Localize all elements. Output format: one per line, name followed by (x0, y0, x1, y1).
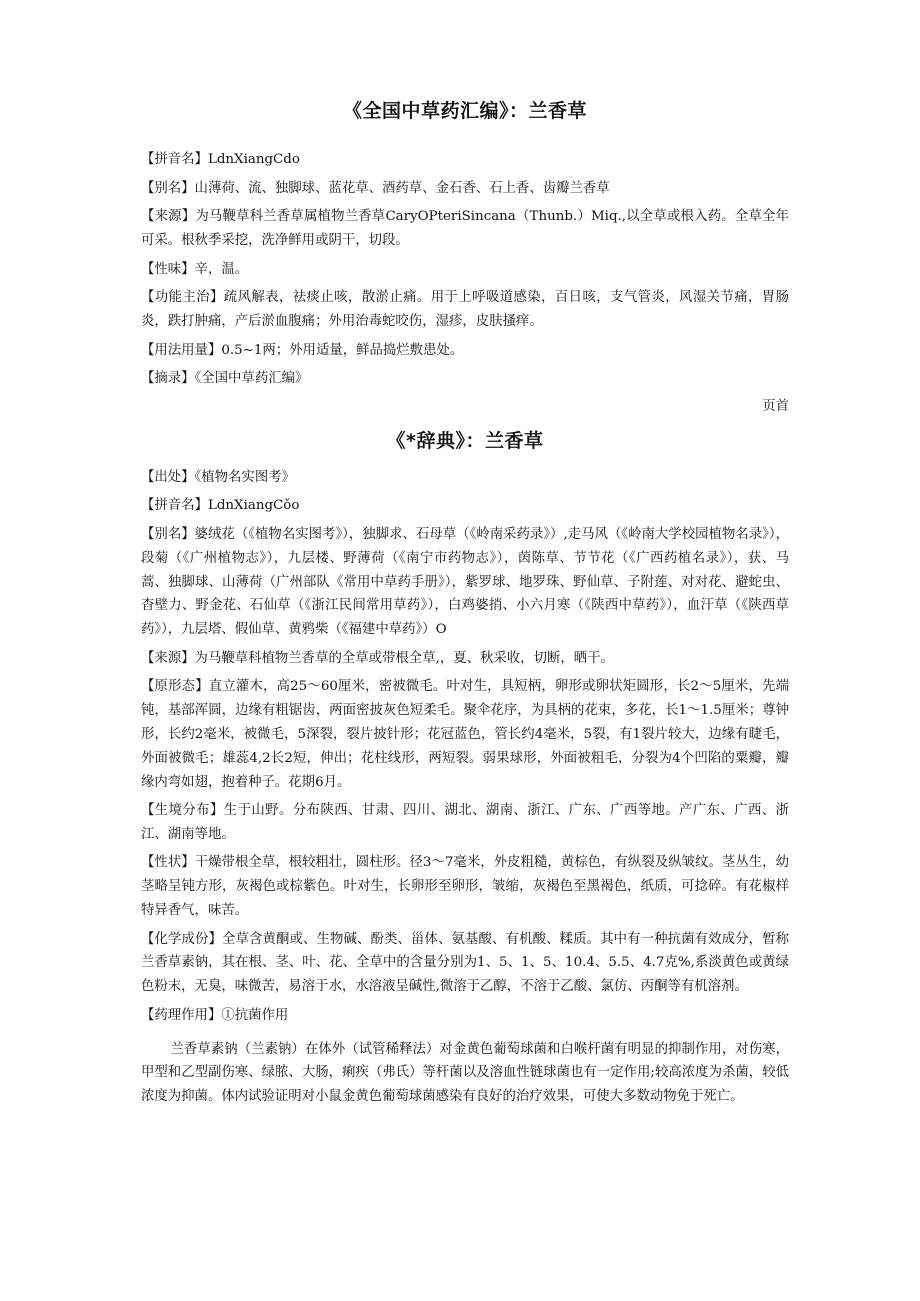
section1-function: 【功能主治】疏风解表，祛痰止咳，散淤止痛。用于上呼吸道感染，百日咳，支气管炎，风湿关节痛，胃肠炎，跌打肿痛，产后淤血腹痛；外用治毒蛇咬伤，湿疹，皮肤搔痒。 (141, 290, 789, 329)
section2-source: 【来源】为马鞭草科植物兰香草的全草或带根全草,，夏、秋采收，切断，晒干。 (141, 650, 614, 666)
section2-title: 《*辞典》：兰香草 (386, 429, 544, 452)
section2-morphology: 【原形态】直立灌木，高25～60厘米，密被微毛。叶对生，具短柄，卵形或卵状矩圆形，长2～5厘米，先端钝，基部浑圆，边缘有粗锯齿，两面密披灰色短柔毛。聚伞花序，为具柄的花束，多花，长1～1.5厘米；尊钟形，长约2毫米，被微毛，5深裂，裂片披针形；花冠蓝色，管长约4毫米，5裂，有1裂片较大，边缘有睫毛，外面被微毛；雄蕊4,2长2短，伸出；花柱线形，两短裂。弱果球形，外面被粗毛，分裂为4个凹陷的粟瓣，瓣缘内弯如翅，抱着种子。花期6月。 (141, 679, 789, 790)
section2-properties: 【性状】干燥带根全草，根较粗壮，圆柱形。径3～7毫米，外皮粗糙，黄棕色，有纵裂及纵皱纹。茎丛生，幼茎略呈钝方形，灰褐色或棕紫色。叶对生，长卵形至卵形，皱缩，灰褐色至黑褐色，纸质，可捻碎。有花椒样特异香气，味苦。 (141, 855, 789, 919)
section2-pharmacology-text: 兰香草素钠（兰素钠）在体外（试管稀释法）对金黄色葡萄球菌和白喉杆菌有明显的抑制作用，对伤寒，甲型和乙型副伤寒、绿脓、大肠，痢疾（弗氏）等杆菌以及溶血性链球菌也有一定作用;较高浓度为杀菌，较低浓度为抑菌。体内试验证明对小鼠金黄色葡萄球菌感染有良好的治疗效果，可使大多数动物免于死亡。 (141, 1041, 789, 1105)
document-page (141, 96, 789, 1114)
section2-pharmacology: 【药理作用】①抗菌作用 (141, 1007, 289, 1023)
section2-pinyin: 【拼音名】LdnXiangCǒo (141, 498, 300, 514)
section1-alias: 【别名】山薄荷、流、独脚球、蓝花草、酒药草、金石香、石上香、齿瓣兰香草 (141, 180, 610, 196)
section2-chemistry: 【化学成份】全草含黄酮或、生物碱、酚类、甾体、氨基酸、有机酸、糅质。其中有一种抗菌有效成分，暂称兰香草素钠，其在根、茎、叶、花、全草中的含量分别为1、5、1、5、10.4、5.5、4.7克%,系淡黄色或黄绿色粉末，无臭，味微苦，易溶于水，水溶液呈碱性,微溶于乙醇，不溶于乙酸、氯仿、丙酮等有机溶剂。 (141, 931, 789, 995)
section1-excerpt: 【摘录】《全国中草药汇编》 (141, 371, 309, 387)
section2-habitat: 【生境分布】生于山野。分布陕西、甘肃、四川、湖北、湖南、浙江、广东、广西等地。产广东、广西、浙江、湖南等地。 (141, 803, 789, 842)
section2-origin: 【出处】《植物名实图考》 (141, 469, 295, 485)
section1-source: 【来源】为马鞭草科兰香草属植物兰香草CaryOPteriSincana（Thunb.）Miq.,以全草或根入药。全草全年可采。根秋季采挖，洗净鲜用或阴干，切段。 (141, 209, 789, 248)
section1-taste: 【性味】辛，温。 (141, 261, 249, 277)
section1-dosage: 【用法用量】0.5~1两；外用适量，鲜品捣烂敷患处。 (141, 342, 464, 358)
section1-title: 《全国中草药汇编》：兰香草 (342, 100, 587, 122)
back-to-top-link[interactable]: 页首 (762, 398, 789, 414)
section1-pinyin: 【拼音名】LdnXiangCdo (141, 152, 300, 167)
section2-alias: 【别名】婆绒花（《植物名实图考》），独脚求、石母草（《岭南采药录》）,走马风（《岭南大学校园植物名录》），段菊（《广州植物志》），九层楼、野薄荷（《南宁市药物志》），茵陈草、节节花（《广西药植名录》），获、马蒿、独脚球、山薄荷（广州部队《常用中草药手册》），紫罗球、地罗珠、野仙草、子附莲、对对花、避蛇虫、杳壁力、野金花、石仙草（《浙江民间常用草药》），白鸡婆捎、小六月寒（《陕西中草药》），血汗草（《陕西草药》），九层塔、假仙草、黄鸦柴（《福建中草药》）O (141, 526, 789, 638)
